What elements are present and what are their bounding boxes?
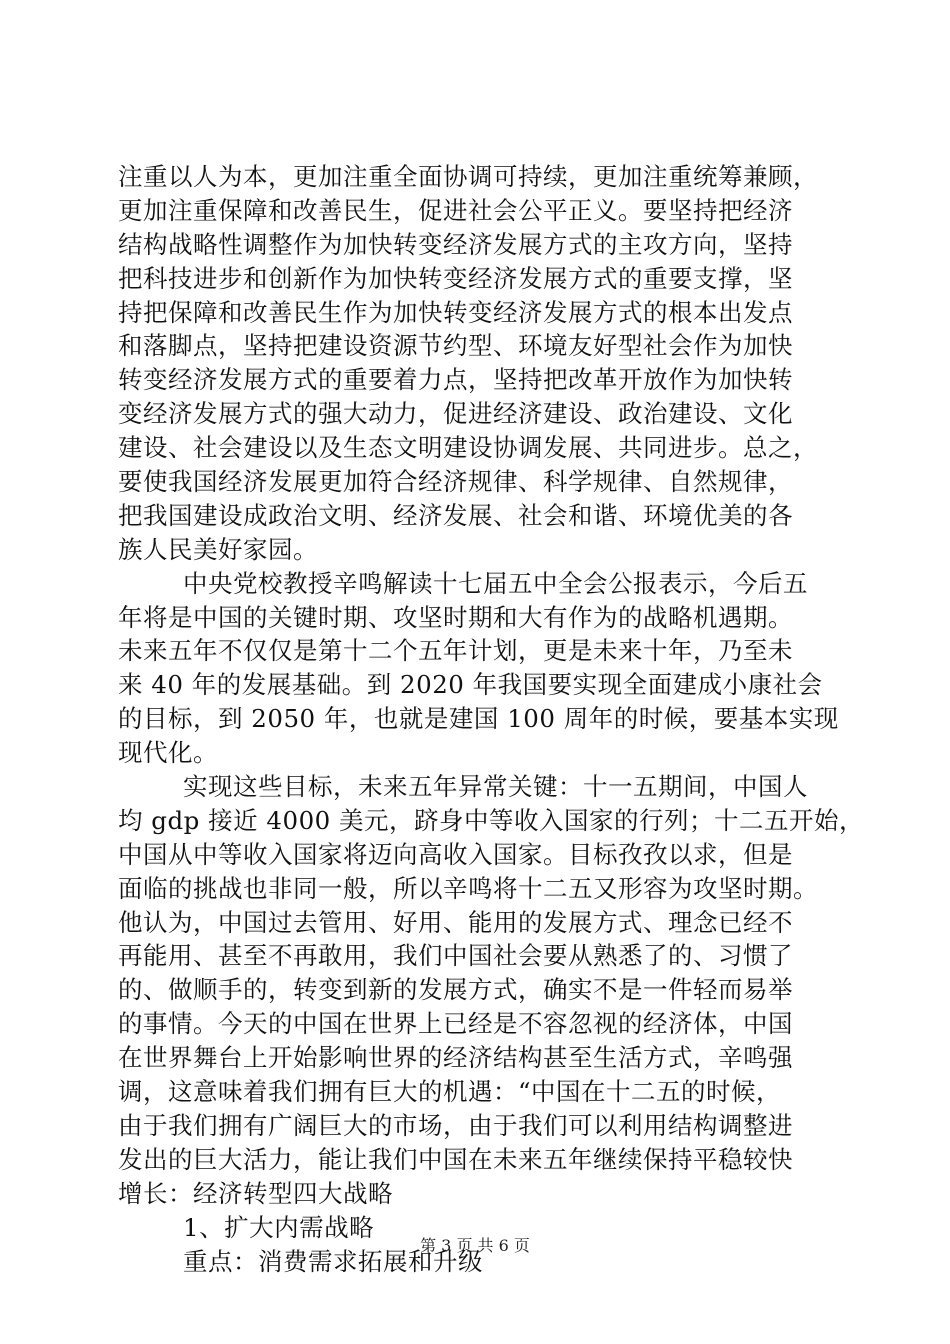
text-line: 注重以人为本，更加注重全面协调可持续，更加注重统筹兼顾， [118, 162, 818, 191]
text-line: 结构战略性调整作为加快转变经济发展方式的主攻方向，坚持 [118, 229, 793, 259]
text-line: 均 gdp 接近 4000 美元，跻身中等收入国家的行列；十二五开始， [118, 805, 865, 835]
text-line: 调，这意味着我们拥有巨大的机遇：“中国在十二五的时候， [118, 1077, 782, 1107]
text-line: 和落脚点，坚持把建设资源节约型、环境友好型社会作为加快 [118, 331, 793, 361]
text-line: 增长：经济转型四大战略 [118, 1178, 393, 1208]
text-line: 要使我国经济发展更加符合经济规律、科学规律、自然规律， [118, 467, 793, 497]
text-line: 的、做顺手的，转变到新的发展方式，确实不是一件轻而易举 [118, 975, 793, 1005]
text-line: 再能用、甚至不再敢用，我们中国社会要从熟悉了的、习惯了 [118, 941, 793, 971]
text-line: 的事情。今天的中国在世界上已经是不容忽视的经济体，中国 [118, 1009, 793, 1039]
text-line: 把科技进步和创新作为加快转变经济发展方式的重要支撑，坚 [118, 263, 793, 293]
text-line: 由于我们拥有广阔巨大的市场，由于我们可以利用结构调整进 [118, 1110, 793, 1140]
list-item-detail: 重点：消费需求拓展和升级 [183, 1246, 483, 1276]
text-line: 在世界舞台上开始影响世界的经济结构甚至生活方式，辛鸣强 [118, 1043, 793, 1073]
text-line: 转变经济发展方式的重要着力点，坚持把改革开放作为加快转 [118, 365, 793, 395]
text-line: 现代化。 [118, 738, 218, 768]
paragraph-start-line: 实现这些目标，未来五年异常关键：十一五期间，中国人 [183, 772, 808, 802]
text-line: 的目标，到 2050 年，也就是建国 100 周年的时候，要基本实现 [118, 704, 839, 734]
text-line: 建设、社会建设以及生态文明建设协调发展、共同进步。总之， [118, 433, 818, 463]
text-line: 把我国建设成政治文明、经济发展、社会和谐、环境优美的各 [118, 500, 793, 530]
text-line: 他认为，中国过去管用、好用、能用的发展方式、理念已经不 [118, 907, 793, 937]
page-number-footer: 第 3 页 共 6 页 [420, 1236, 530, 1255]
text-line: 年将是中国的关键时期、攻坚时期和大有作为的战略机遇期。 [118, 602, 793, 632]
text-line: 持把保障和改善民生作为加快转变经济发展方式的根本出发点 [118, 297, 793, 327]
text-line: 未来五年不仅仅是第十二个五年计划，更是未来十年，乃至未 [118, 636, 793, 666]
paragraph-start-line: 中央党校教授辛鸣解读十七届五中全会公报表示，今后五 [183, 568, 808, 598]
text-line: 发出的巨大活力，能让我们中国在未来五年继续保持平稳较快 [118, 1144, 793, 1174]
text-line: 族人民美好家园。 [118, 534, 318, 564]
text-line: 中国从中等收入国家将迈向高收入国家。目标孜孜以求，但是 [118, 839, 793, 869]
text-line: 来 40 年的发展基础。到 2020 年我国要实现全面建成小康社会 [118, 670, 823, 700]
text-line: 面临的挑战也非同一般，所以辛鸣将十二五又形容为攻坚时期。 [118, 873, 818, 903]
text-line: 变经济发展方式的强大动力，促进经济建设、政治建设、文化 [118, 399, 793, 429]
text-line: 更加注重保障和改善民生，促进社会公平正义。要坚持把经济 [118, 195, 793, 225]
body-text [118, 160, 865, 1278]
list-item-heading: 1、扩大内需战略 [183, 1212, 375, 1242]
